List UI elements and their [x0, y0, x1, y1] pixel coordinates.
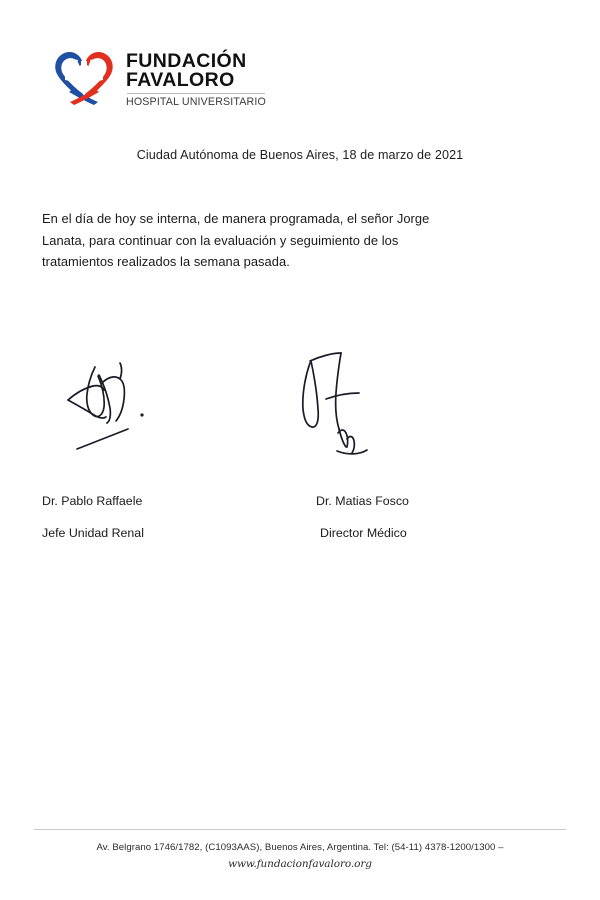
brand-name-line2: FAVALORO: [126, 69, 235, 91]
signer-name: Dr. Matias Fosco: [316, 494, 409, 508]
signer-role: Director Médico: [320, 526, 407, 540]
letterhead: [52, 44, 270, 108]
footer: [0, 841, 600, 870]
signature-block-left: [42, 494, 144, 540]
signature-ink-area: [0, 345, 600, 475]
signature-block-right: [316, 494, 409, 540]
handwritten-signature-icon: [293, 347, 393, 461]
favaloro-heart-logo-icon: [52, 46, 116, 108]
brand-divider: [127, 93, 265, 94]
footer-address: Av. Belgrano 1746/1782, (C1093AAS), Buenos Aires, Argentina. Tel: (54-11) 4378-1200/1300 –: [96, 842, 504, 853]
handwritten-signature-icon: [58, 353, 166, 457]
brand-wordmark: [126, 44, 270, 108]
signature-names: [0, 494, 600, 554]
body-paragraph: En el día de hoy se interna, de manera programada, el señor Jorge Lanata, para continuar con la evaluación y seguimiento de los tratamientos realizados la semana pasada.: [42, 211, 430, 269]
brand-subtitle: HOSPITAL UNIVERSITARIO: [126, 96, 266, 108]
signer-name: Dr. Pablo Raffaele: [42, 494, 143, 508]
date-line: Ciudad Autónoma de Buenos Aires, 18 de marzo de 2021: [136, 148, 464, 162]
signer-role: Jefe Unidad Renal: [42, 526, 144, 540]
brand-name-line1: FUNDACIÓN: [126, 50, 247, 72]
footer-website: www.fundacionfavaloro.org: [228, 858, 372, 870]
footer-divider: [34, 829, 566, 830]
